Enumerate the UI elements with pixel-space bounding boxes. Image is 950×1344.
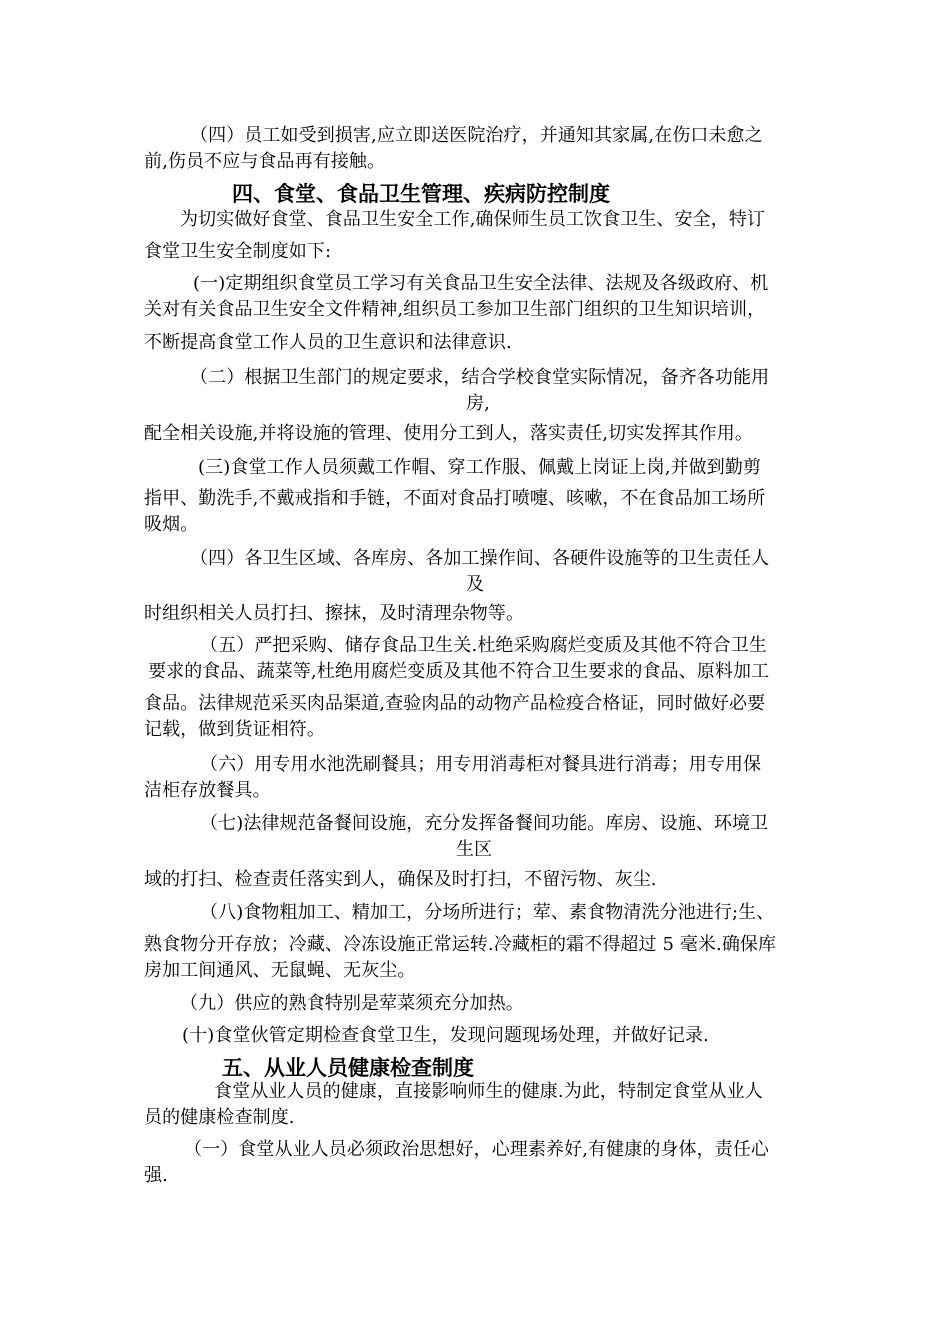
text-line: 熟食物分开存放；冷藏、冷冻设施正常运转.冷藏柜的霜不得超过 5 毫米.确保库 — [144, 934, 777, 955]
text-line: 生区 — [456, 839, 493, 860]
text-line: （二）根据卫生部门的规定要求，结合学校食堂实际情况，备齐各功能用 — [190, 367, 770, 388]
text-line: 员的健康检查制度. — [144, 1107, 295, 1128]
text-line: 食堂卫生安全制度如下: — [144, 241, 332, 262]
text-line: （九）供应的熟食特别是荤菜须充分加热。 — [180, 993, 524, 1014]
text-line: 域的打扫、检查责任落实到人，确保及时打扫，不留污物、灰尘. — [144, 869, 657, 890]
text-line: (一)定期组织食堂员工学习有关食品卫生安全法律、法规及各级政府、机 — [193, 273, 769, 294]
text-line: 洁柜存放餐具。 — [144, 780, 271, 801]
section-heading: 五、从业人员健康检查制度 — [222, 1056, 474, 1080]
section-heading: 四、食堂、食品卫生管理、疾病防控制度 — [232, 182, 610, 206]
text-line: （六）用专用水池洗刷餐具；用专用消毒柜对餐具进行消毒；用专用保 — [200, 754, 762, 775]
text-line: 房加工间通风、无鼠蝇、无灰尘。 — [144, 960, 416, 981]
text-line: 房, — [466, 393, 490, 414]
text-line: 食品。法律规范采买肉品渠道,查验肉品的动物产品检疫合格证，同时做好必要 — [144, 693, 766, 714]
text-line: (三)食堂工作人员须戴工作帽、穿工作服、佩戴上岗证上岗,并做到勤剪 — [198, 457, 762, 478]
text-line: 强. — [144, 1165, 168, 1186]
text-line: 为切实做好食堂、食品卫生安全工作,确保师生员工饮食卫生、安全，特订 — [180, 209, 766, 230]
text-line: （七)法律规范备餐间设施，充分发挥备餐间功能。库房、设施、环境卫 — [200, 813, 769, 834]
text-line: 时组织相关人员打扫、擦抹，及时清理杂物等。 — [144, 603, 525, 624]
text-line: 不断提高食堂工作人员的卫生意识和法律意识. — [144, 332, 512, 353]
text-line: (十)食堂伙管定期检查食堂卫生，发现问题现场处理，并做好记录. — [182, 1025, 709, 1046]
text-line: 记载，做到货证相符。 — [144, 719, 325, 740]
text-line: 食堂从业人员的健康，直接影响师生的健康.为此，特制定食堂从业人 — [214, 1081, 763, 1102]
text-line: 前,伤员不应与食品再有接触。 — [144, 151, 386, 172]
text-line: 要求的食品、蔬菜等,杜绝用腐烂变质及其他不符合卫生要求的食品、原料加工 — [148, 661, 770, 682]
text-line: 吸烟。 — [144, 514, 199, 535]
text-line: （一）食堂从业人员必须政治思想好，心理素养好,有健康的身体，责任心 — [184, 1139, 770, 1160]
text-line: （四）员工如受到损害,应立即送医院治疗，并通知其家属,在伤口未愈之 — [190, 125, 763, 146]
text-line: 关对有关食品卫生安全文件精神,组织员工参加卫生部门组织的卫生知识培训， — [144, 299, 766, 320]
text-line: （四）各卫生区域、各库房、各加工操作间、各硬件设施等的卫生责任人 — [190, 548, 770, 569]
text-line: （五）严把采购、储存食品卫生关.杜绝采购腐烂变质及其他不符合卫生 — [200, 635, 767, 656]
text-line: 及 — [466, 574, 485, 595]
text-line: （八)食物粗加工、精加工，分场所进行；荤、素食物清洗分池进行;生、 — [200, 902, 775, 923]
text-line: 配全相关设施,并将设施的管理、使用分工到人，落实责任,切实发挥其作用。 — [144, 423, 753, 444]
text-line: 指甲、勤洗手,不戴戒指和手链，不面对食品打喷嚏、咳嗽，不在食品加工场所 — [144, 488, 766, 509]
